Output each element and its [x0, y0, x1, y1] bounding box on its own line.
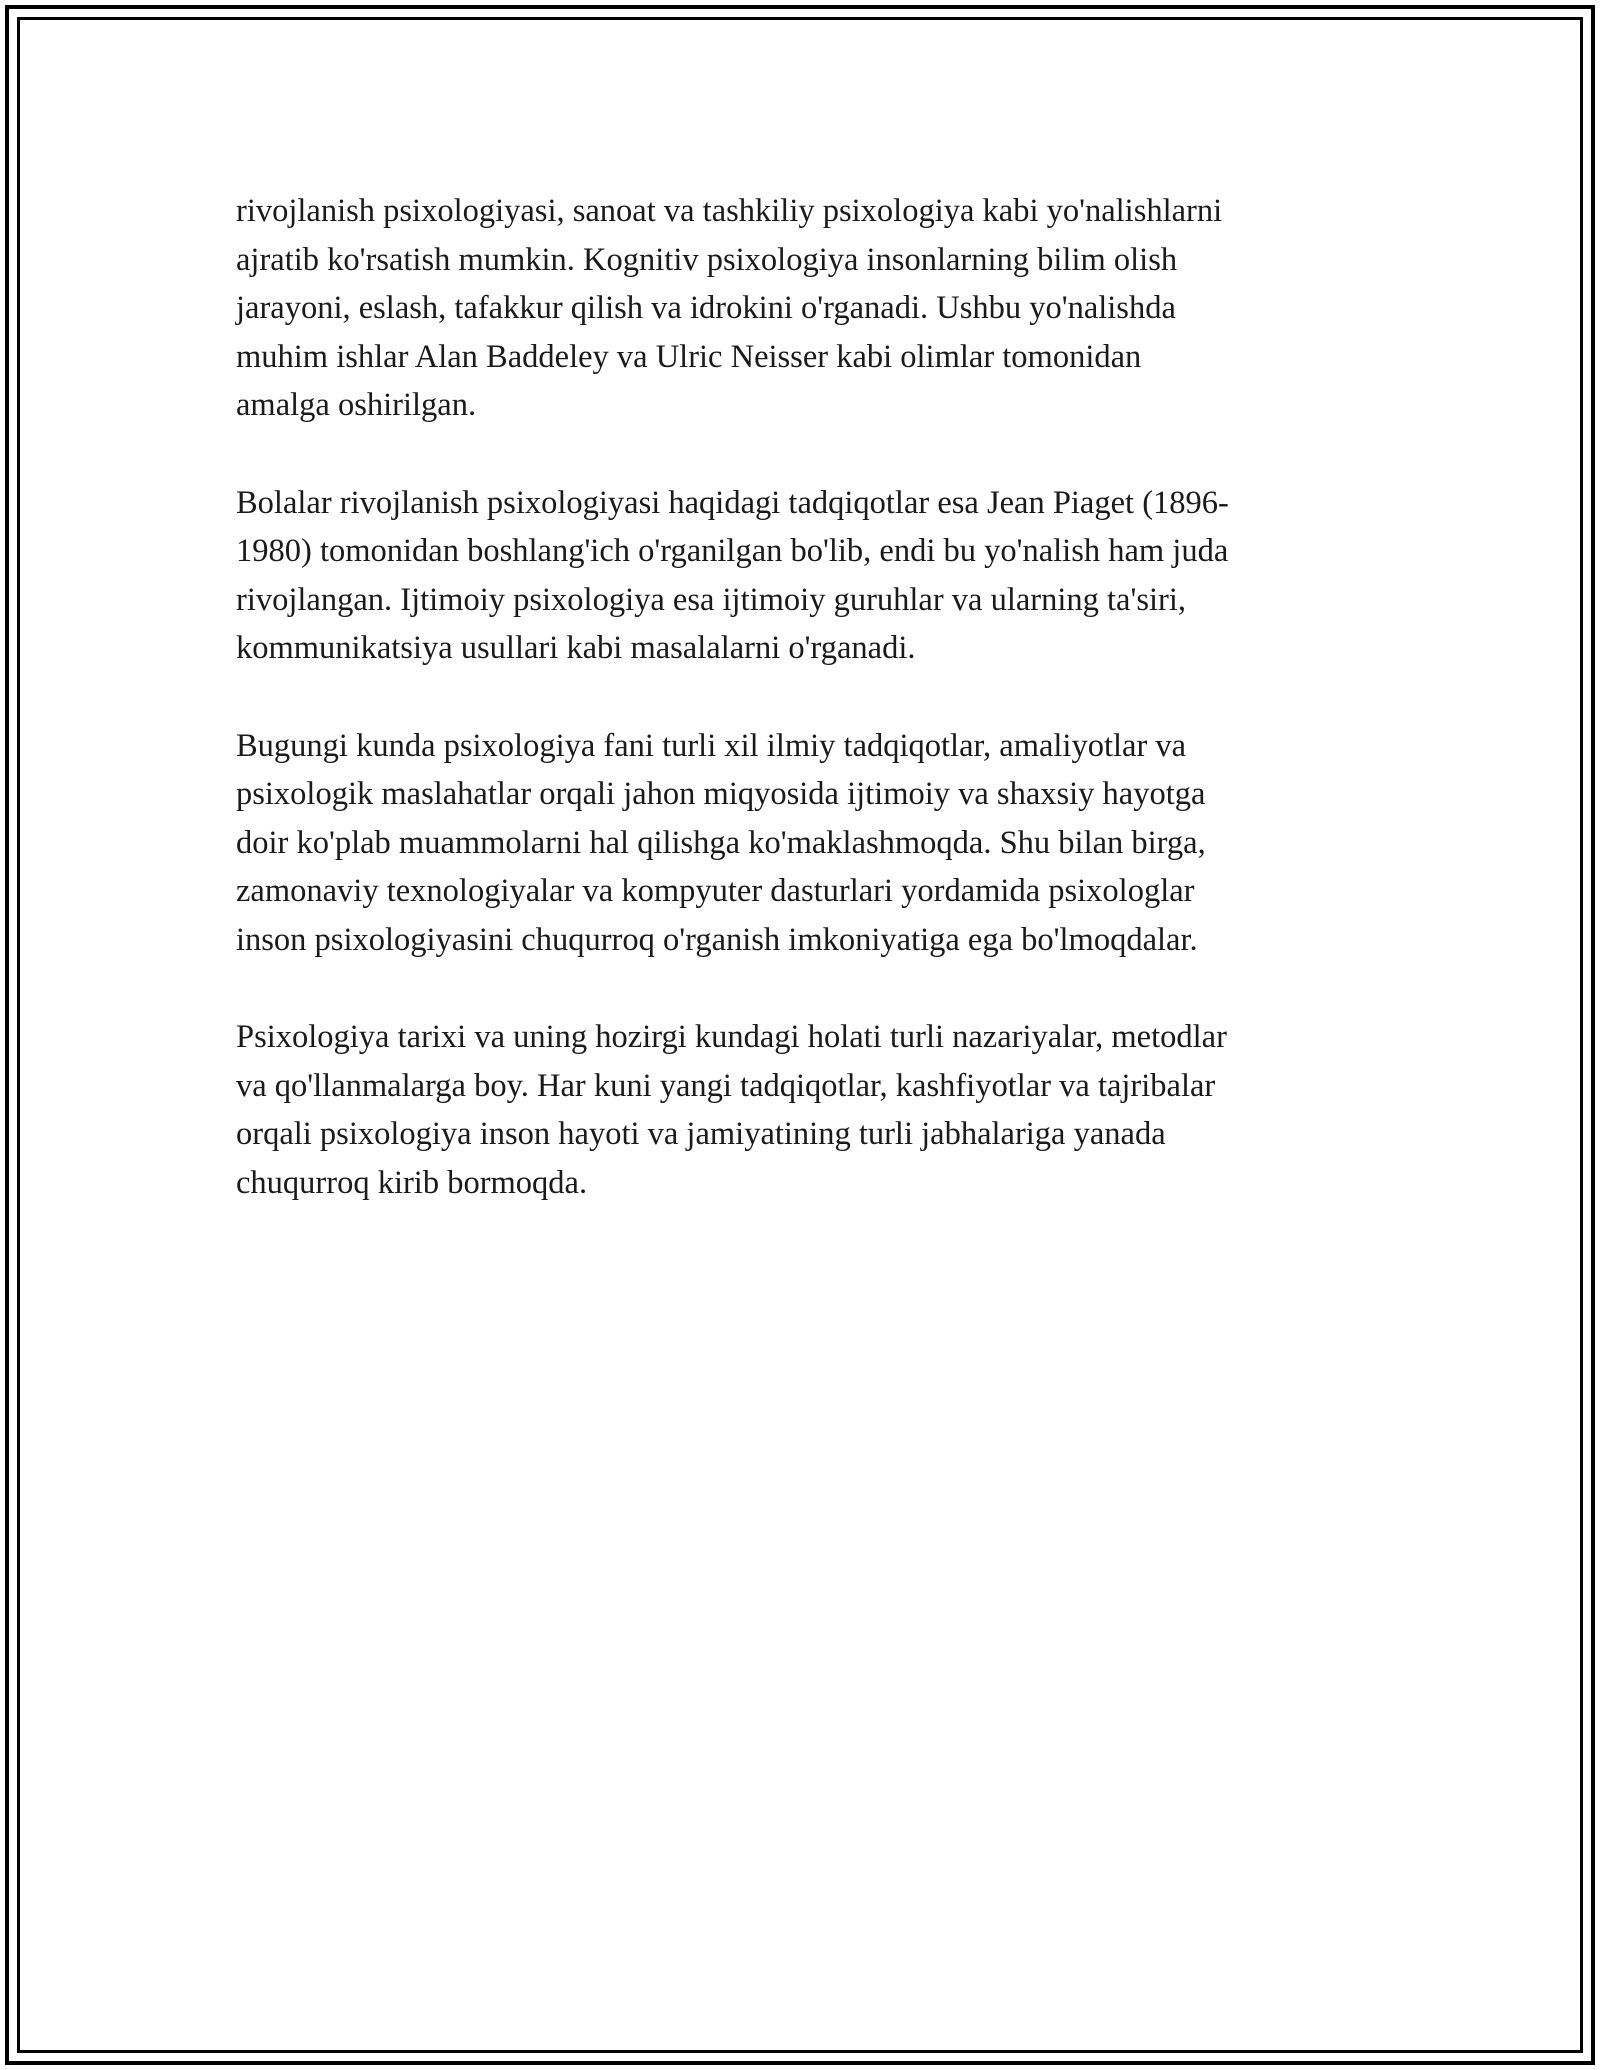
text-line: kommunikatsiya usullari kabi masalalarni o'rganadi. [236, 630, 916, 667]
text-line: inson psixologiyasini chuqurroq o'rganish imkoniyatiga ega bo'lmoqdalar. [236, 921, 1198, 958]
text-line: amalga oshirilgan. [236, 387, 477, 424]
paragraph-4 [236, 1013, 1370, 1207]
text-line: ajratib ko'rsatish mumkin. Kognitiv psixologiya insonlarning bilim olish [236, 241, 1178, 278]
text-line: jarayoni, eslash, tafakkur qilish va idrokini o'rganadi. Ushbu yo'nalishda [236, 290, 1176, 327]
text-line: muhim ishlar Alan Baddeley va Ulric Neisser kabi olimlar tomonidan [236, 338, 1142, 375]
paragraph-2 [236, 479, 1370, 673]
text-line: Psixologiya tarixi va uning hozirgi kundagi holati turli nazariyalar, metodlar [236, 1019, 1227, 1056]
document-body [236, 187, 1370, 1256]
text-line: Bugungi kunda psixologiya fani turli xil ilmiy tadqiqotlar, amaliyotlar va [236, 727, 1187, 764]
text-line: va qo'llanmalarga boy. Har kuni yangi tadqiqotlar, kashfiyotlar va tajribalar [236, 1067, 1216, 1104]
text-line: rivojlangan. Ijtimoiy psixologiya esa ijtimoiy guruhlar va ularning ta'siri, [236, 581, 1186, 618]
paragraph-1 [236, 187, 1370, 430]
text-line: rivojlanish psixologiyasi, sanoat va tashkiliy psixologiya kabi yo'nalishlarni [236, 193, 1223, 229]
text-line: chuqurroq kirib bormoqda. [236, 1164, 588, 1201]
text-line: zamonaviy texnologiyalar va kompyuter dasturlari yordamida psixologlar [236, 873, 1195, 910]
paragraph-3 [236, 722, 1370, 965]
text-line: doir ko'plab muammolarni hal qilishga ko'maklashmoqda. Shu bilan birga, [236, 824, 1206, 861]
text-line: orqali psixologiya inson hayoti va jamiyatining turli jabhalariga yanada [236, 1116, 1166, 1153]
text-line: Bolalar rivojlanish psixologiyasi haqidagi tadqiqotlar esa Jean Piaget (1896- [236, 484, 1229, 521]
text-line: psixologik maslahatlar orqali jahon miqyosida ijtimoiy va shaxsiy hayotga [236, 776, 1206, 813]
text-line: 1980) tomonidan boshlang'ich o'rganilgan bo'lib, endi bu yo'nalish ham juda [236, 533, 1229, 570]
